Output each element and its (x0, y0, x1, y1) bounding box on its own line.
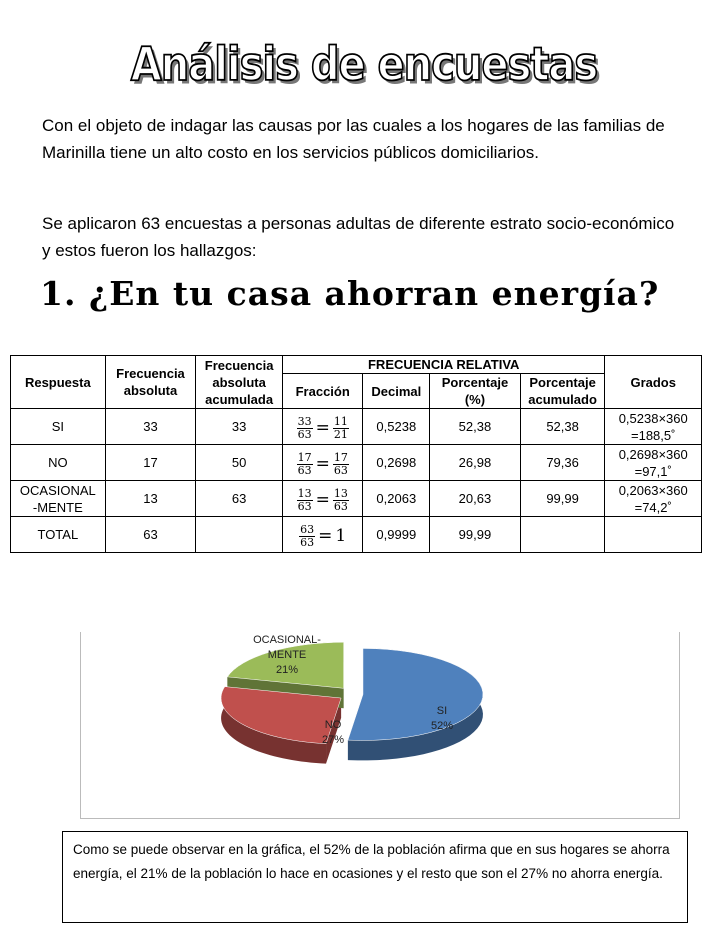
cell-porcentaje: 52,38 (430, 409, 521, 445)
cell-respuesta: OCASIONAL -MENTE (11, 481, 106, 517)
cell-acumulada: 50 (196, 445, 283, 481)
frequency-table (10, 355, 702, 553)
pie-chart-frame (80, 632, 680, 819)
cell-porcentaje: 26,98 (430, 445, 521, 481)
header-porcentaje: Porcentaje (%) (430, 374, 521, 409)
header-respuesta: Respuesta (11, 356, 106, 409)
cell-acumulada: 33 (196, 409, 283, 445)
table-row (11, 445, 702, 481)
cell-decimal: 0,9999 (363, 517, 430, 553)
cell-grados: 0,2698×360 =97,1˚ (605, 445, 702, 481)
cell-fraccion: $\frac{13}{63}$ = $\frac{13}{63}$ (282, 481, 363, 517)
page-title: Análisis de encuestas (130, 38, 598, 92)
cell-acumulada: 63 (196, 481, 283, 517)
cell-respuesta: SI (11, 409, 106, 445)
cell-fraccion: $\frac{63}{63}$ = 1 (282, 517, 363, 553)
cell-porcentaje-acumulado: 52,38 (520, 409, 605, 445)
cell-decimal: 0,2698 (363, 445, 430, 481)
cell-fraccion: $\frac{17}{63}$ = $\frac{17}{63}$ (282, 445, 363, 481)
cell-decimal: 0,2063 (363, 481, 430, 517)
method-paragraph: Se aplicaron 63 encuestas a personas adultas de diferente estrato socio-económico y estos fueron los hallazgos: (42, 214, 675, 260)
cell-respuesta: NO (11, 445, 106, 481)
question-heading: 1. ¿En tu casa ahorran energía? (40, 274, 660, 313)
cell-fraccion: $\frac{33}{63}$ = $\frac{11}{21}$ (282, 409, 363, 445)
table-row (11, 481, 702, 517)
header-frecuencia-relativa: FRECUENCIA RELATIVA (282, 356, 605, 374)
conclusion-box: Como se puede observar en la gráfica, el 52% de la población afirma que en sus hogares se ahorra energía, el 21% de la población lo hace en ocasiones y el resto que son el 27% no ahorra energía. (62, 831, 688, 923)
label-si: SI 52% (430, 705, 454, 732)
cell-acumulada (196, 517, 283, 553)
cell-porcentaje-acumulado: 79,36 (520, 445, 605, 481)
cell-grados: 0,2063×360 =74,2˚ (605, 481, 702, 517)
cell-absoluta: 33 (105, 409, 196, 445)
header-frecuencia-acumulada: Frecuencia absoluta acumulada (196, 356, 283, 409)
cell-porcentaje: 20,63 (430, 481, 521, 517)
cell-absoluta: 63 (105, 517, 196, 553)
header-grados: Grados (605, 356, 702, 409)
cell-absoluta: 13 (105, 481, 196, 517)
intro-paragraph: Con el objeto de indagar las causas por las cuales a los hogares de las familias de Marinilla tiene un alto costo en los servicios públicos domiciliarios. (42, 116, 665, 162)
label-ocasionalmente: OCASIONAL- MENTE 21% (253, 634, 321, 676)
cell-porcentaje-acumulado: 99,99 (520, 481, 605, 517)
cell-decimal: 0,5238 (363, 409, 430, 445)
cell-grados (605, 517, 702, 553)
cell-porcentaje-acumulado (520, 517, 605, 553)
table-row (11, 409, 702, 445)
cell-porcentaje: 99,99 (430, 517, 521, 553)
pie-chart (81, 632, 679, 818)
cell-grados: 0,5238×360 =188,5˚ (605, 409, 702, 445)
cell-respuesta: TOTAL (11, 517, 106, 553)
header-decimal: Decimal (363, 374, 430, 409)
header-frecuencia-absoluta: Frecuencia absoluta (105, 356, 196, 409)
header-fraccion: Fracción (282, 374, 363, 409)
cell-absoluta: 17 (105, 445, 196, 481)
table-row-total (11, 517, 702, 553)
label-no: NO 27% (321, 719, 345, 746)
header-porcentaje-acumulado: Porcentaje acumulado (520, 374, 605, 409)
